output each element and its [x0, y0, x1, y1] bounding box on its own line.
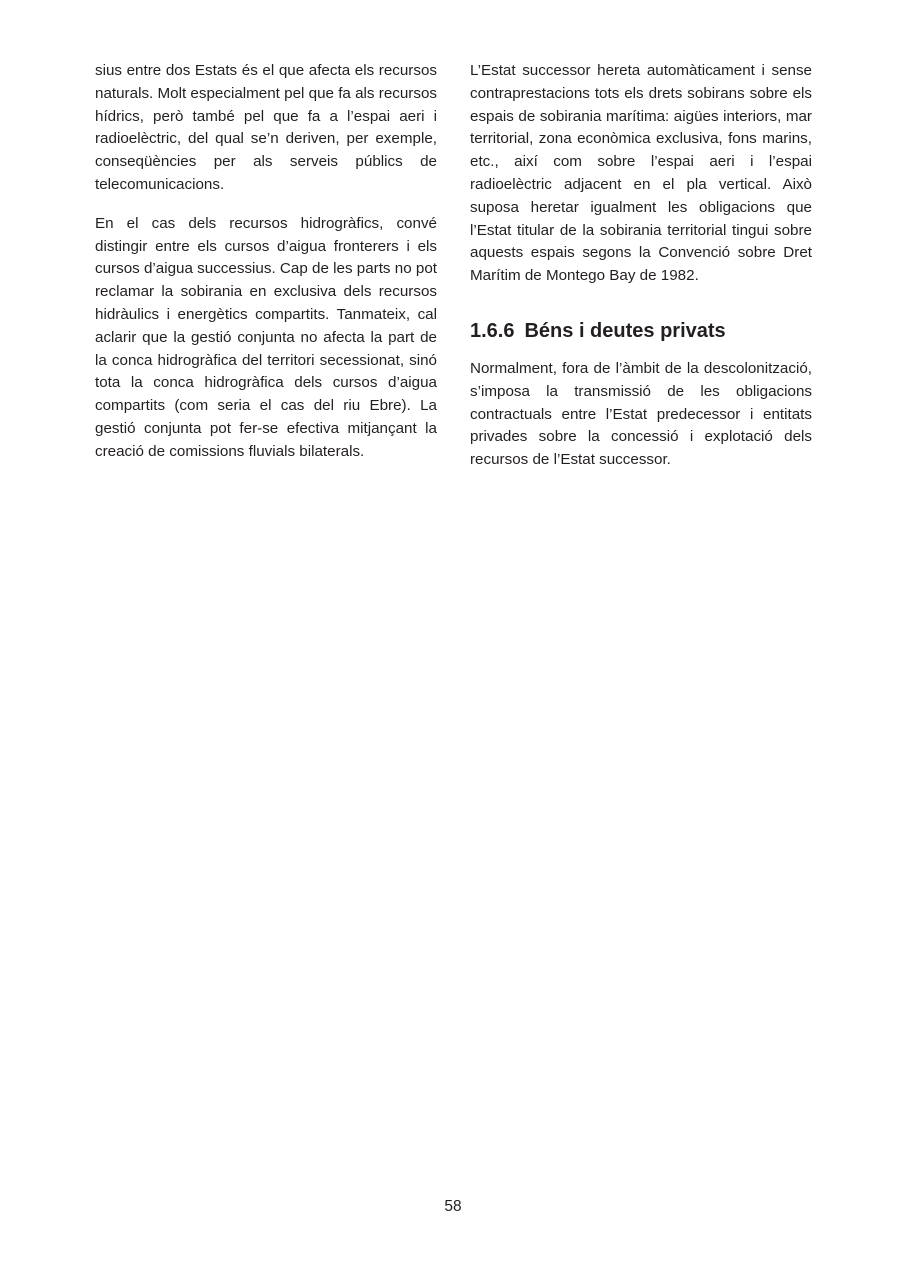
page-number: 58 [444, 1198, 462, 1215]
section-title: Béns i deutes privats [524, 319, 726, 342]
section-paragraph-1: Normalment, fora de l’àmbit de la descolonització, s’imposa la transmissió de les obligacions contractuals entre l’Estat predecessor i entitats privades sobre la concessió i explotació dels recursos de l’Estat successor. [470, 359, 812, 469]
left-paragraph-1: sius entre dos Estats és el que afecta els recursos naturals. Molt especialment pel que fa als recursos hídrics, però també pel que fa a l’espai aeri i radioelèctric, del qual se’n deriven, per exemple, conseqüències per als serveis públics de telecomunicacions. [95, 62, 437, 193]
section-number: 1.6.6 [470, 319, 515, 342]
right-paragraph-1: L’Estat successor hereta automàticament i sense contraprestacions tots els drets sobirans sobre els espais de sobirania marítima: aigües interiors, mar territorial, zona econòmica exclusiva, fons marins, etc., així com sobre l’espai aeri i l’espai radioelèctric adjacent en el pla vertical. Això suposa heretar igualment les obligacions que l’Estat titular de la sobirania territorial tingui sobre aquests espais segons la Convenció sobre Dret Marítim de Montego Bay de 1982. [470, 62, 812, 285]
left-paragraph-2: En el cas dels recursos hidrogràfics, convé distingir entre els cursos d’aigua fronterers i els cursos d’aigua successius. Cap de les parts no pot reclamar la sobirania en exclusiva dels recursos hidràulics i energètics compartits. Tanmateix, cal aclarir que la gestió conjunta no afecta la part de la conca hidrogràfica del territori secessionat, sinó tota la conca hidrogràfica dels cursos d’aigua compartits (com seria el cas del riu Ebre). La gestió conjunta pot fer-se efectiva mitjançant la creació de comissions fluvials bilaterals. [95, 214, 437, 460]
left-column [95, 60, 437, 480]
right-column [470, 60, 812, 488]
section-heading [470, 318, 812, 344]
